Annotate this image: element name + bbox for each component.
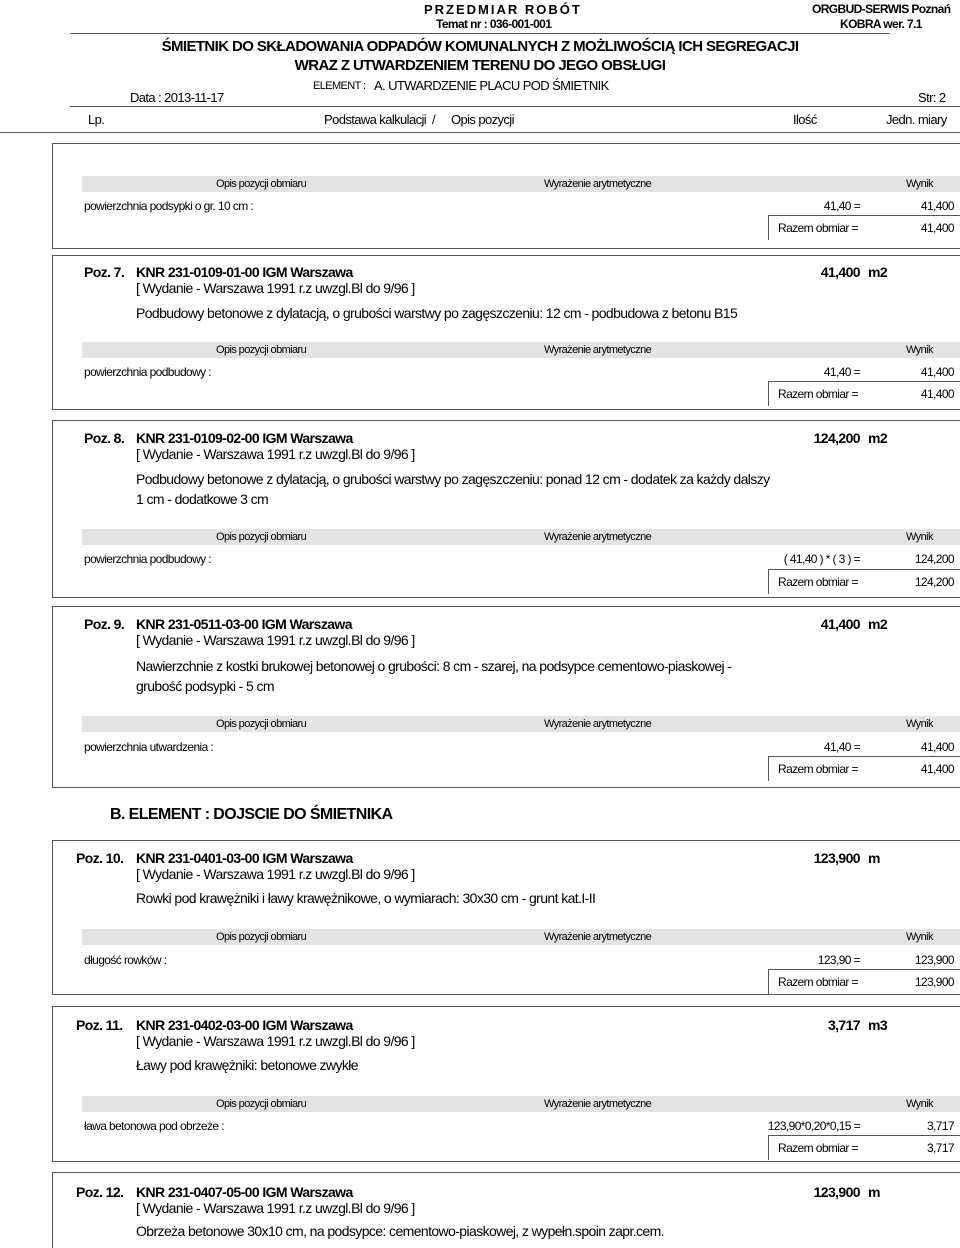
company-name: ORGBUD-SERWIS Poznań bbox=[812, 2, 951, 16]
element-value: A. UTWARDZENIE PLACU POD ŚMIETNIK bbox=[374, 78, 609, 93]
item-number: Poz. 11. bbox=[76, 1017, 123, 1033]
total-label: Razem obmiar = bbox=[778, 221, 858, 235]
item-unit: m2 bbox=[868, 616, 888, 632]
total-label: Razem obmiar = bbox=[778, 762, 858, 776]
measure-result: 3,717 bbox=[926, 1119, 954, 1133]
section-heading: B. ELEMENT : DOJSCIE DO ŚMIETNIKA bbox=[110, 806, 393, 823]
item-number: Poz. 12. bbox=[76, 1184, 124, 1200]
print-date: Data : 2013-11-17 bbox=[130, 90, 224, 105]
total-value: 41,400 bbox=[920, 387, 954, 401]
measure-expression: 123,90 = bbox=[817, 953, 860, 967]
item-unit: m bbox=[868, 1184, 880, 1200]
software-version: KOBRA wer. 7.1 bbox=[840, 17, 922, 31]
item-unit: m2 bbox=[868, 264, 888, 280]
item-number: Poz. 10. bbox=[76, 850, 124, 866]
measure-header-result: Wynik bbox=[906, 1098, 933, 1110]
item-number: Poz. 7. bbox=[84, 264, 125, 280]
item-code: KNR 231-0407-05-00 IGM Warszawa bbox=[136, 1184, 353, 1200]
total-rule bbox=[768, 569, 960, 570]
item-description: Podbudowy betonowe z dylatacją, o grubości warstwy po zagęszczeniu: 12 cm - podbudowa z betonu B15 bbox=[136, 305, 738, 321]
measure-description: powierzchnia podbudowy : bbox=[84, 552, 212, 566]
measure-expression: 41,40 = bbox=[823, 365, 860, 379]
measure-header-desc: Opis pozycji obmiaru bbox=[216, 931, 307, 943]
total-rule bbox=[768, 1135, 960, 1136]
item-code: KNR 231-0109-02-00 IGM Warszawa bbox=[136, 430, 353, 446]
item-description: Obrzeża betonowe 30x10 cm, na podsypce: cementowo-piaskowej, z wypełn.spoin zapr.cem. bbox=[136, 1223, 664, 1239]
measure-description: długość rowków : bbox=[84, 953, 167, 967]
measure-result: 41,400 bbox=[920, 740, 954, 754]
item-edition: [ Wydanie - Warszawa 1991 r.z uwzgl.Bl do 9/96 ] bbox=[136, 280, 415, 296]
header-top-rule bbox=[70, 33, 890, 34]
document-title: PRZEDMIAR ROBÓT bbox=[424, 2, 582, 17]
project-title-line2: WRAZ Z UTWARDZENIEM TERENU DO JEGO OBSŁUGI bbox=[294, 57, 666, 74]
subject-number: Temat nr : 036-001-001 bbox=[436, 17, 552, 31]
total-label: Razem obmiar = bbox=[778, 387, 858, 401]
measure-header bbox=[82, 529, 960, 545]
measure-result: 124,200 bbox=[914, 552, 954, 566]
columns-top-rule bbox=[70, 106, 960, 107]
total-divider bbox=[768, 756, 769, 781]
item-code: KNR 231-0402-03-00 IGM Warszawa bbox=[136, 1017, 353, 1033]
total-rule bbox=[768, 215, 960, 216]
measure-header-expr: Wyrażenie arytmetyczne bbox=[544, 931, 652, 943]
col-basis: Podstawa kalkulacji bbox=[324, 112, 427, 127]
measure-header bbox=[82, 342, 960, 358]
measure-header-result: Wynik bbox=[906, 931, 933, 943]
total-rule bbox=[768, 756, 960, 757]
measure-header-result: Wynik bbox=[906, 718, 933, 730]
measure-result: 41,400 bbox=[920, 365, 954, 379]
measure-header-desc: Opis pozycji obmiaru bbox=[216, 718, 307, 730]
total-rule bbox=[768, 381, 960, 382]
total-divider bbox=[768, 381, 769, 406]
total-rule bbox=[768, 969, 960, 970]
item-quantity: 41,400 bbox=[820, 616, 860, 632]
measure-result: 123,900 bbox=[914, 953, 954, 967]
item-description: Ławy pod krawężniki: betonowe zwykłe bbox=[136, 1057, 358, 1073]
item-number: Poz. 8. bbox=[84, 430, 125, 446]
measure-expression: 123,90*0,20*0,15 = bbox=[767, 1119, 860, 1133]
item-quantity: 3,717 bbox=[827, 1017, 860, 1033]
total-label: Razem obmiar = bbox=[778, 1141, 858, 1155]
total-value: 41,400 bbox=[920, 762, 954, 776]
measure-header-expr: Wyrażenie arytmetyczne bbox=[544, 718, 652, 730]
item-quantity: 123,900 bbox=[813, 1184, 860, 1200]
measure-expression: ( 41,40 ) * ( 3 ) = bbox=[783, 552, 860, 566]
col-unit: Jedn. miary bbox=[886, 112, 947, 127]
columns-bottom-rule bbox=[0, 132, 960, 133]
measure-header-desc: Opis pozycji obmiaru bbox=[216, 344, 307, 356]
item-edition: [ Wydanie - Warszawa 1991 r.z uwzgl.Bl do 9/96 ] bbox=[136, 866, 415, 882]
measure-header bbox=[82, 716, 960, 732]
col-separator: / bbox=[432, 112, 436, 127]
measure-header-result: Wynik bbox=[906, 178, 933, 190]
measure-expression: 41,40 = bbox=[823, 199, 860, 213]
col-description: Opis pozycji bbox=[451, 112, 514, 127]
item-edition: [ Wydanie - Warszawa 1991 r.z uwzgl.Bl do 9/96 ] bbox=[136, 1200, 415, 1216]
total-divider bbox=[768, 969, 769, 994]
item-description: Nawierzchnie z kostki brukowej betonowej o grubości: 8 cm - szarej, na podsypce cementowo-piaskowej - bbox=[136, 658, 732, 674]
total-value: 41,400 bbox=[920, 221, 954, 235]
measure-header bbox=[82, 1096, 960, 1112]
measure-header bbox=[82, 929, 960, 945]
measure-header-result: Wynik bbox=[906, 344, 933, 356]
item-description: Rowki pod krawężniki i ławy krawężnikowe, o wymiarach: 30x30 cm - grunt kat.I-II bbox=[136, 890, 596, 906]
item-quantity: 123,900 bbox=[813, 850, 860, 866]
measure-header-expr: Wyrażenie arytmetyczne bbox=[544, 178, 652, 190]
measure-header bbox=[82, 176, 960, 192]
item-description-cont: 1 cm - dodatkowe 3 cm bbox=[136, 491, 269, 507]
item-edition: [ Wydanie - Warszawa 1991 r.z uwzgl.Bl do 9/96 ] bbox=[136, 632, 415, 648]
measure-header-desc: Opis pozycji obmiaru bbox=[216, 178, 307, 190]
item-description-cont: grubość podsypki - 5 cm bbox=[136, 678, 274, 694]
measure-description: powierzchnia utwardzenia : bbox=[84, 740, 214, 754]
element-label: ELEMENT : bbox=[313, 80, 366, 92]
total-divider bbox=[768, 215, 769, 240]
total-value: 3,717 bbox=[926, 1141, 954, 1155]
measure-header-expr: Wyrażenie arytmetyczne bbox=[544, 344, 652, 356]
item-edition: [ Wydanie - Warszawa 1991 r.z uwzgl.Bl do 9/96 ] bbox=[136, 446, 415, 462]
item-code: KNR 231-0511-03-00 IGM Warszawa bbox=[136, 616, 352, 632]
measure-expression: 41,40 = bbox=[823, 740, 860, 754]
total-value: 123,900 bbox=[914, 975, 954, 989]
item-code: KNR 231-0109-01-00 IGM Warszawa bbox=[136, 264, 353, 280]
item-unit: m bbox=[868, 850, 880, 866]
measure-header-desc: Opis pozycji obmiaru bbox=[216, 531, 307, 543]
total-value: 124,200 bbox=[914, 575, 954, 589]
item-unit: m2 bbox=[868, 430, 888, 446]
item-unit: m3 bbox=[868, 1017, 888, 1033]
measure-description: ława betonowa pod obrzeże : bbox=[84, 1119, 224, 1133]
item-quantity: 124,200 bbox=[813, 430, 860, 446]
measure-header-result: Wynik bbox=[906, 531, 933, 543]
measure-result: 41,400 bbox=[920, 199, 954, 213]
project-title-line1: ŚMIETNIK DO SKŁADOWANIA ODPADÓW KOMUNALNYCH Z MOŻLIWOŚCIĄ ICH SEGREGACJI bbox=[161, 38, 799, 55]
col-quantity: Ilość bbox=[793, 112, 817, 127]
measure-header-expr: Wyrażenie arytmetyczne bbox=[544, 1098, 652, 1110]
total-label: Razem obmiar = bbox=[778, 975, 858, 989]
item-number: Poz. 9. bbox=[84, 616, 125, 632]
col-lp: Lp. bbox=[88, 112, 105, 127]
measure-header-expr: Wyrażenie arytmetyczne bbox=[544, 531, 652, 543]
measure-header-desc: Opis pozycji obmiaru bbox=[216, 1098, 307, 1110]
item-quantity: 41,400 bbox=[820, 264, 860, 280]
total-label: Razem obmiar = bbox=[778, 575, 858, 589]
measure-description: powierzchnia podbudowy : bbox=[84, 365, 212, 379]
item-edition: [ Wydanie - Warszawa 1991 r.z uwzgl.Bl do 9/96 ] bbox=[136, 1033, 415, 1049]
measure-description: powierzchnia podsypki o gr. 10 cm : bbox=[84, 199, 254, 213]
total-divider bbox=[768, 569, 769, 594]
item-description: Podbudowy betonowe z dylatacją, o grubości warstwy po zagęszczeniu: ponad 12 cm - dodatek za każdy dalszy bbox=[136, 471, 770, 487]
page-number: Str: 2 bbox=[918, 90, 946, 105]
item-code: KNR 231-0401-03-00 IGM Warszawa bbox=[136, 850, 353, 866]
total-divider bbox=[768, 1135, 769, 1160]
